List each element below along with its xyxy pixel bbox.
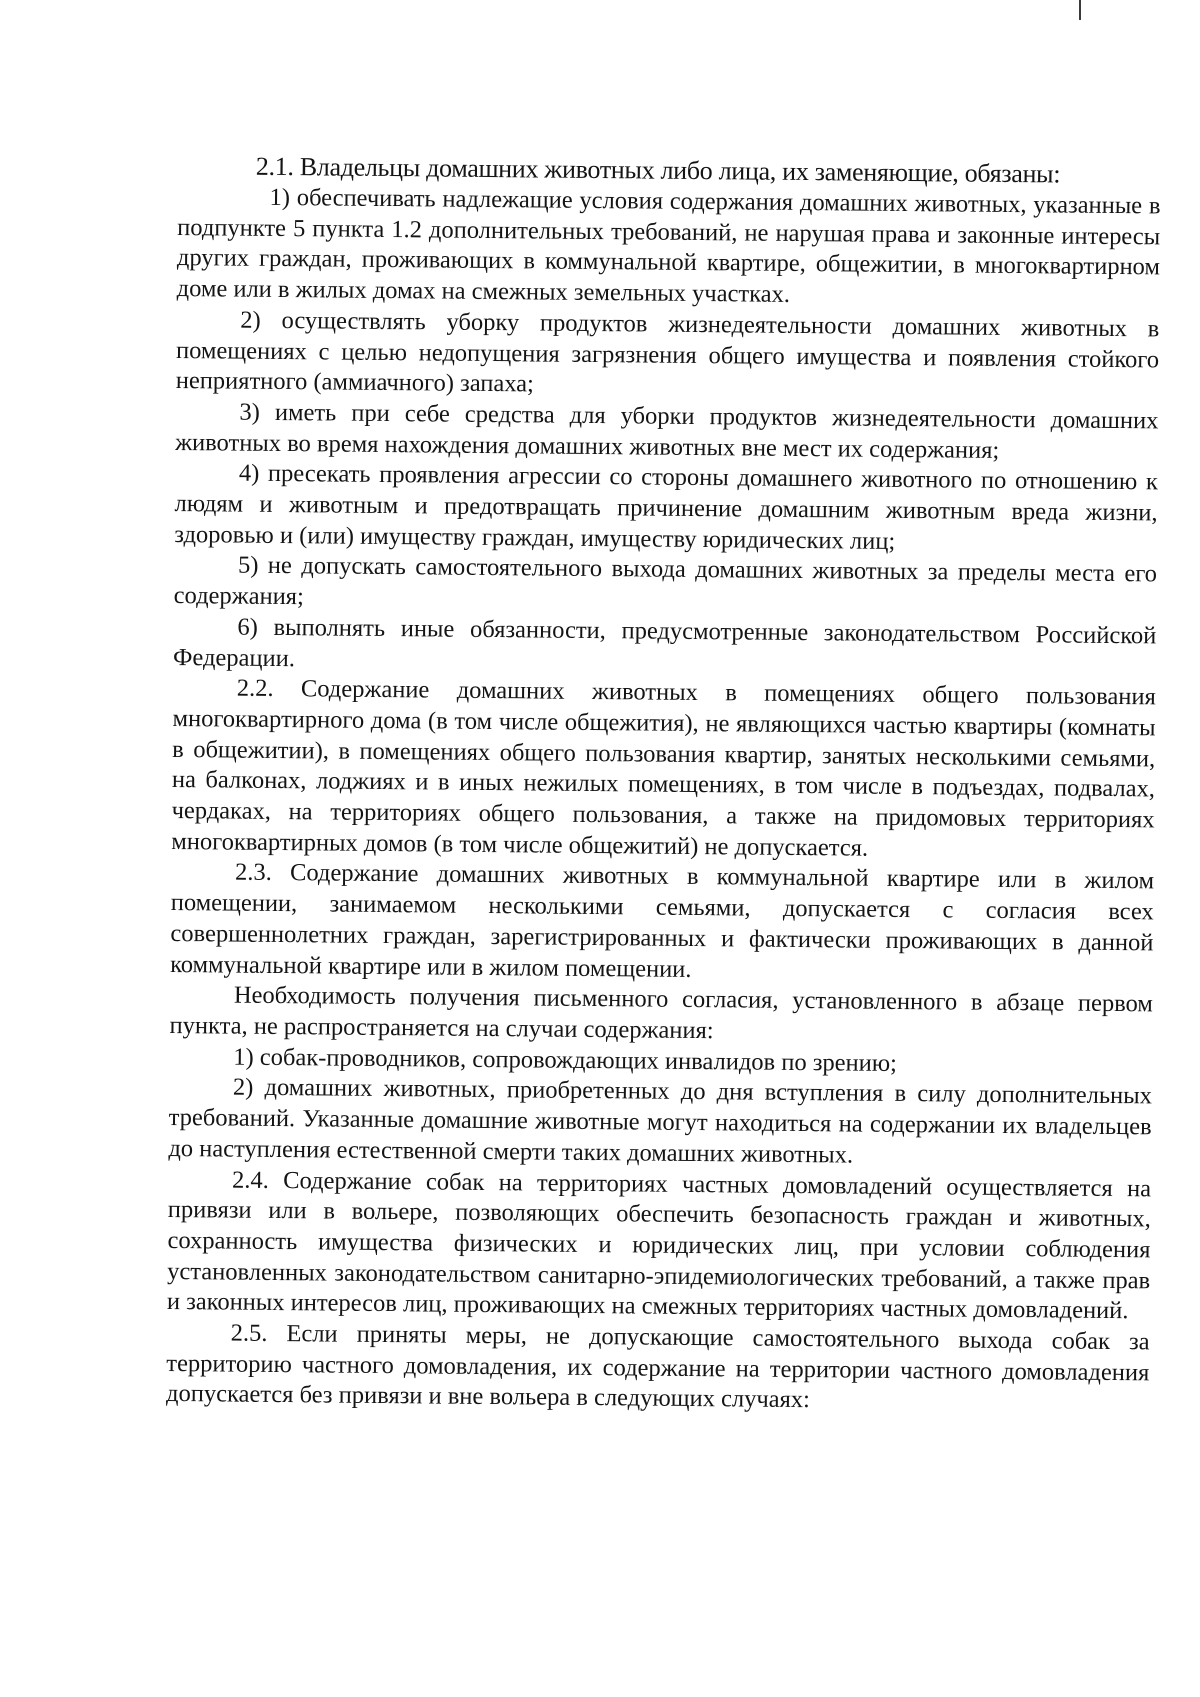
- paragraph-2-3-consent: Необходимость получения письменного согласия, установленного в абзаце первом пункта, не распространяется на случаи содержания:: [169, 981, 1153, 1045]
- paragraph-2-1-item-3: 3) иметь при себе средства для уборки продуктов жизнедеятельности домашних животных во время нахождения домашних животных вне мест их содержания;: [175, 398, 1159, 464]
- scan-edge-mark: [1079, 0, 1081, 20]
- paragraph-2-1-item-6: 6) выполнять иные обязанности, предусмотренные законодательством Российской Федерации.: [173, 613, 1157, 672]
- paragraph-2-1-item-5: 5) не допускать самостоятельного выхода домашних животных за пределы места его содержания;: [173, 552, 1158, 611]
- section-heading: 2.1. Владельцы домашних животных либо лица, их заменяющие, обязаны:: [255, 151, 1061, 189]
- paragraph-2-5: 2.5. Если приняты меры, не допускающие самостоятельного выхода собак за территорию частного домовладения, их содержание на территории частного домовладения допускается без привязи и вне вольера в следующих случаях:: [165, 1319, 1150, 1414]
- paragraph-2-3-item-2: 2) домашних животных, приобретенных до дня вступления в силу дополнительных требований. Указанные домашние животные могут находиться на содержании их владельцев до наступления естественной смерти таких домашних животных.: [168, 1073, 1153, 1169]
- paragraph-2-3-item-1: 1) собак-проводников, сопровождающих инвалидов по зрению;: [233, 1043, 898, 1077]
- paragraph-2-4: 2.4. Содержание собак на территориях частных домовладений осуществляется на привязи или в вольере, позволяющих обеспечить безопасность граждан и животных, сохранность имущества физических и юридических лиц, при условии соблюдения установленных законодательством санитарно-эпидемиологических требований, а также прав и законных интересов лиц, проживающих на смежных территориях частных домовладений.: [166, 1166, 1152, 1325]
- paragraph-2-2: 2.2. Содержание домашних животных в помещениях общего пользования многоквартирного дома (в том числе общежития), не являющихся частью квартиры (комнаты в общежитии), в помещениях общего пользования квартир, занятых несколькими семьями, на балконах, лоджиях и в иных нежилых помещениях, в том числе в подъездах, подвалах, чердаках, на территориях общего пользования, а также на придомовых территориях многоквартирных домов (в том числе общежитий) не допускается.: [171, 674, 1156, 862]
- paragraph-2-3: 2.3. Содержание домашних животных в коммунальной квартире или в жилом помещении, занимаемом несколькими семьями, допускается с согласия всех совершеннолетних граждан, зарегистрированных и фактически проживающих в данной коммунальной квартире или в жилом помещении.: [170, 859, 1155, 983]
- paragraph-2-1-item-2: 2) осуществлять уборку продуктов жизнедеятельности домашних животных в помещениях с целью недопущения загрязнения общего имущества и появления стойкого неприятного (аммиачного) запаха;: [175, 306, 1160, 398]
- paragraph-2-1-item-1: 1) обеспечивать надлежащие условия содержания домашних животных, указанные в подпункте 5 пункта 1.2 дополнительных требований, не нарушая права и законные интересы других граждан, проживающих в коммунальной квартире, общежитии, в многоквартирном доме или в жилых домах на смежных земельных участках.: [176, 183, 1161, 308]
- document-body: [166, 150, 1161, 1420]
- paragraph-2-1-item-4: 4) пресекать проявления агрессии со стороны домашнего животного по отношению к людям и животным и предотвращать причинение домашним животным вреда жизни, здоровью и (или) имуществу граждан, имуществу юридических лиц;: [174, 459, 1158, 555]
